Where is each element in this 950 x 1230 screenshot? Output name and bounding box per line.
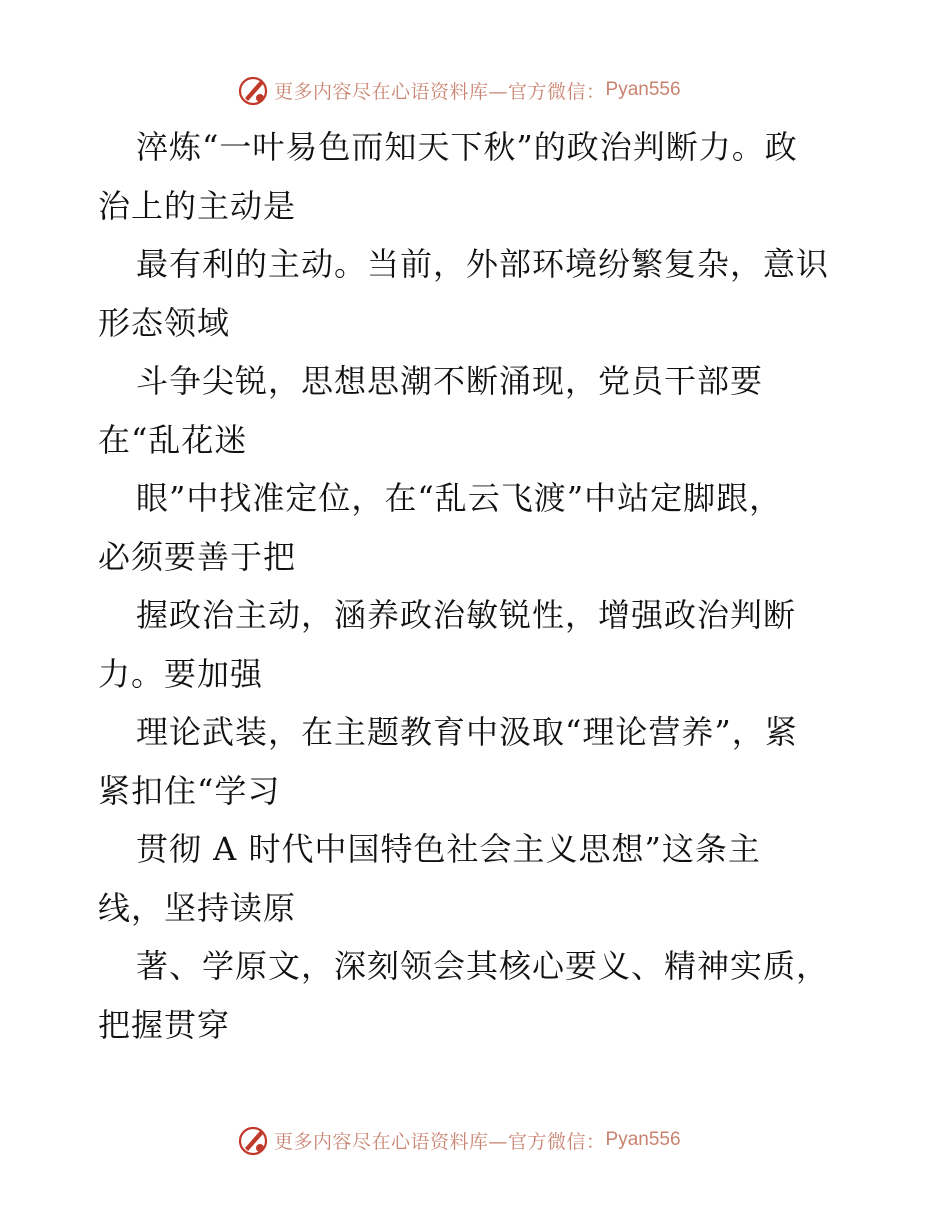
text-line: 紧扣住“学习 — [98, 771, 281, 810]
text-line: 力。要加强 — [98, 654, 264, 693]
text-line: 最有利的主动。当前，外部环境纷繁复杂，意识 — [136, 245, 830, 283]
pen-circle-logo-icon — [236, 1123, 270, 1157]
watermark-wechat-id: Pyan556 — [605, 79, 681, 100]
text-line: 斗争尖锐，思想思潮不断涌现，党员干部要 — [136, 362, 764, 400]
text-line: 治上的主动是 — [98, 186, 297, 225]
text-line: 线，坚持读原 — [98, 888, 297, 927]
text-line: 握政治主动，涵养政治敏锐性，增强政治判断 — [136, 596, 797, 634]
header-watermark — [236, 72, 681, 108]
text-line: 眼”中找准定位，在“乱云飞渡”中站定脚跟， — [136, 479, 783, 517]
watermark-wechat-id: Pyan556 — [605, 1129, 681, 1150]
text-line: 必须要善于把 — [98, 537, 297, 576]
text-line: 在“乱花迷 — [98, 420, 248, 459]
text-line: 形态领域 — [98, 303, 231, 342]
text-line: 淬炼“一叶易色而知天下秋”的政治判断力。政 — [136, 128, 798, 166]
watermark-text: 更多内容尽在心语资料库—官方微信： — [274, 1130, 606, 1153]
text-line: 理论武装，在主题教育中汲取“理论营养”，紧 — [136, 713, 798, 751]
text-line: 著、学原文，深刻领会其核心要义、精神实质， — [136, 947, 830, 985]
document-body — [98, 118, 878, 1054]
pen-circle-logo-icon — [236, 73, 270, 107]
text-line: 贯彻 A 时代中国特色社会主义思想”这条主 — [136, 830, 761, 868]
footer-watermark — [236, 1122, 681, 1158]
watermark-text: 更多内容尽在心语资料库—官方微信： — [274, 80, 606, 103]
text-line: 把握贯穿 — [98, 1005, 231, 1044]
